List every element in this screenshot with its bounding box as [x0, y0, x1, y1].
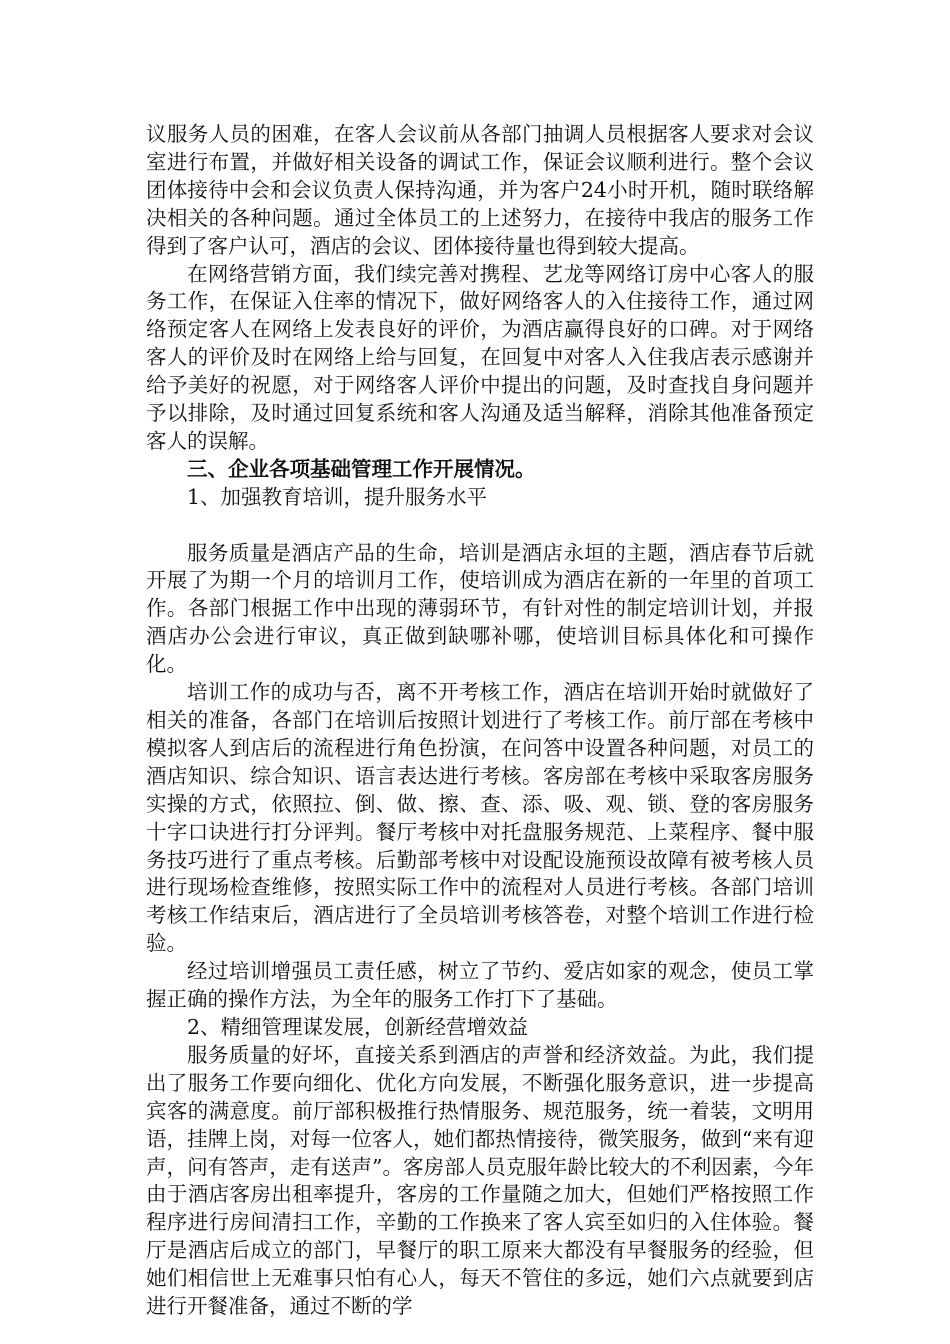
paragraph-training-result: 经过培训增强员工责任感，树立了节约、爱店如家的观念，使员工掌握正确的操作方法，为全年的服务工作打下了基础。	[146, 959, 814, 1012]
paragraph-training-month: 服务质量是酒店产品的生命，培训是酒店永垣的主题，酒店春节后就开展了为期一个月的培训月工作，使培训成为酒店在新的一年里的首项工作。各部门根据工作中出现的薄弱环节，有针对性的制定培训计划，并报酒店办公会进行审议，真正做到缺哪补哪，使培训目标具体化和可操作化。	[146, 540, 814, 677]
document-page	[146, 121, 814, 1321]
paragraph-service-quality: 服务质量的好坏，直接关系到酒店的声誉和经济效益。为此，我们提出了服务工作要向细化、优化方向发展，不断强化服务意识，进一步提高宾客的满意度。前厅部积极推行热情服务、规范服务，统一着装，文明用语，挂牌上岗，对每一位客人，她们都热情接待，微笑服务，做到“来有迎声，问有答声，走有送声”。客房部人员克服年龄比较大的不利因素，今年由于酒店客房出租率提升，客房的工作量随之加大，但她们严格按照工作程序进行房间清扫工作，辛勤的工作换来了客人宾至如归的入住体验。餐厅是酒店后成立的部门，早餐厅的职工原来大都没有早餐服务的经验，但她们相信世上无难事只怕有心人，每天不管住的多远，她们六点就要到店进行开餐准备，通过不断的学	[146, 1042, 814, 1319]
subheading-training: 1、加强教育培训，提升服务水平	[187, 484, 488, 509]
blank-line	[146, 512, 814, 540]
paragraph-assessment: 培训工作的成功与否，离不开考核工作，酒店在培训开始时就做好了相关的准备，各部门在培训后按照计划进行了考核工作。前厅部在考核中模拟客人到店后的流程进行角色扮演，在问答中设置各种问题，对员工的酒店知识、综合知识、语言表达进行考核。客房部在考核中采取客房服务实操的方式，依照拉、倒、做、擦、查、添、吸、观、锁、登的客房服务十字口诀进行打分评判。餐厅考核中对托盘服务规范、上菜程序、餐中服务技巧进行了重点考核。后勤部考核中对设配设施预设故障有被考核人员进行现场检查维修，按照实际工作中的流程对人员进行考核。各部门培训考核工作结束后，酒店进行了全员培训考核答卷，对整个培训工作进行检验。	[146, 680, 814, 956]
paragraph-meeting-service: 议服务人员的困难，在客人会议前从各部门抽调人员根据客人要求对会议室进行布置，并做好相关设备的调试工作，保证会议顺利进行。整个会议团体接待中会和会议负责人保持沟通，并为客户24小时开机，随时联络解决相关的各种问题。通过全体员工的上述努力，在接待中我店的服务工作得到了客户认可，酒店的会议、团体接待量也得到较大提高。	[146, 122, 814, 258]
subheading-fine-management: 2、精细管理谋发展，创新经营增效益	[187, 1014, 529, 1039]
section-heading-basic-management: 三、企业各项基础管理工作开展情况。	[187, 456, 536, 481]
paragraph-online-marketing: 在网络营销方面，我们续完善对携程、艺龙等网络订房中心客人的服务工作，在保证入住率的情况下，做好网络客人的入住接待工作，通过网络预定客人在网络上发表良好的评价，为酒店赢得良好的口碑。对于网络客人的评价及时在网络上给与回复，在回复中对客人入住我店表示感谢并给予美好的祝愿，对于网络客人评价中提出的问题，及时查找自身问题并予以排除，及时通过回复系统和客人沟通及适当解释，消除其他准备预定客人的误解。	[146, 261, 814, 453]
